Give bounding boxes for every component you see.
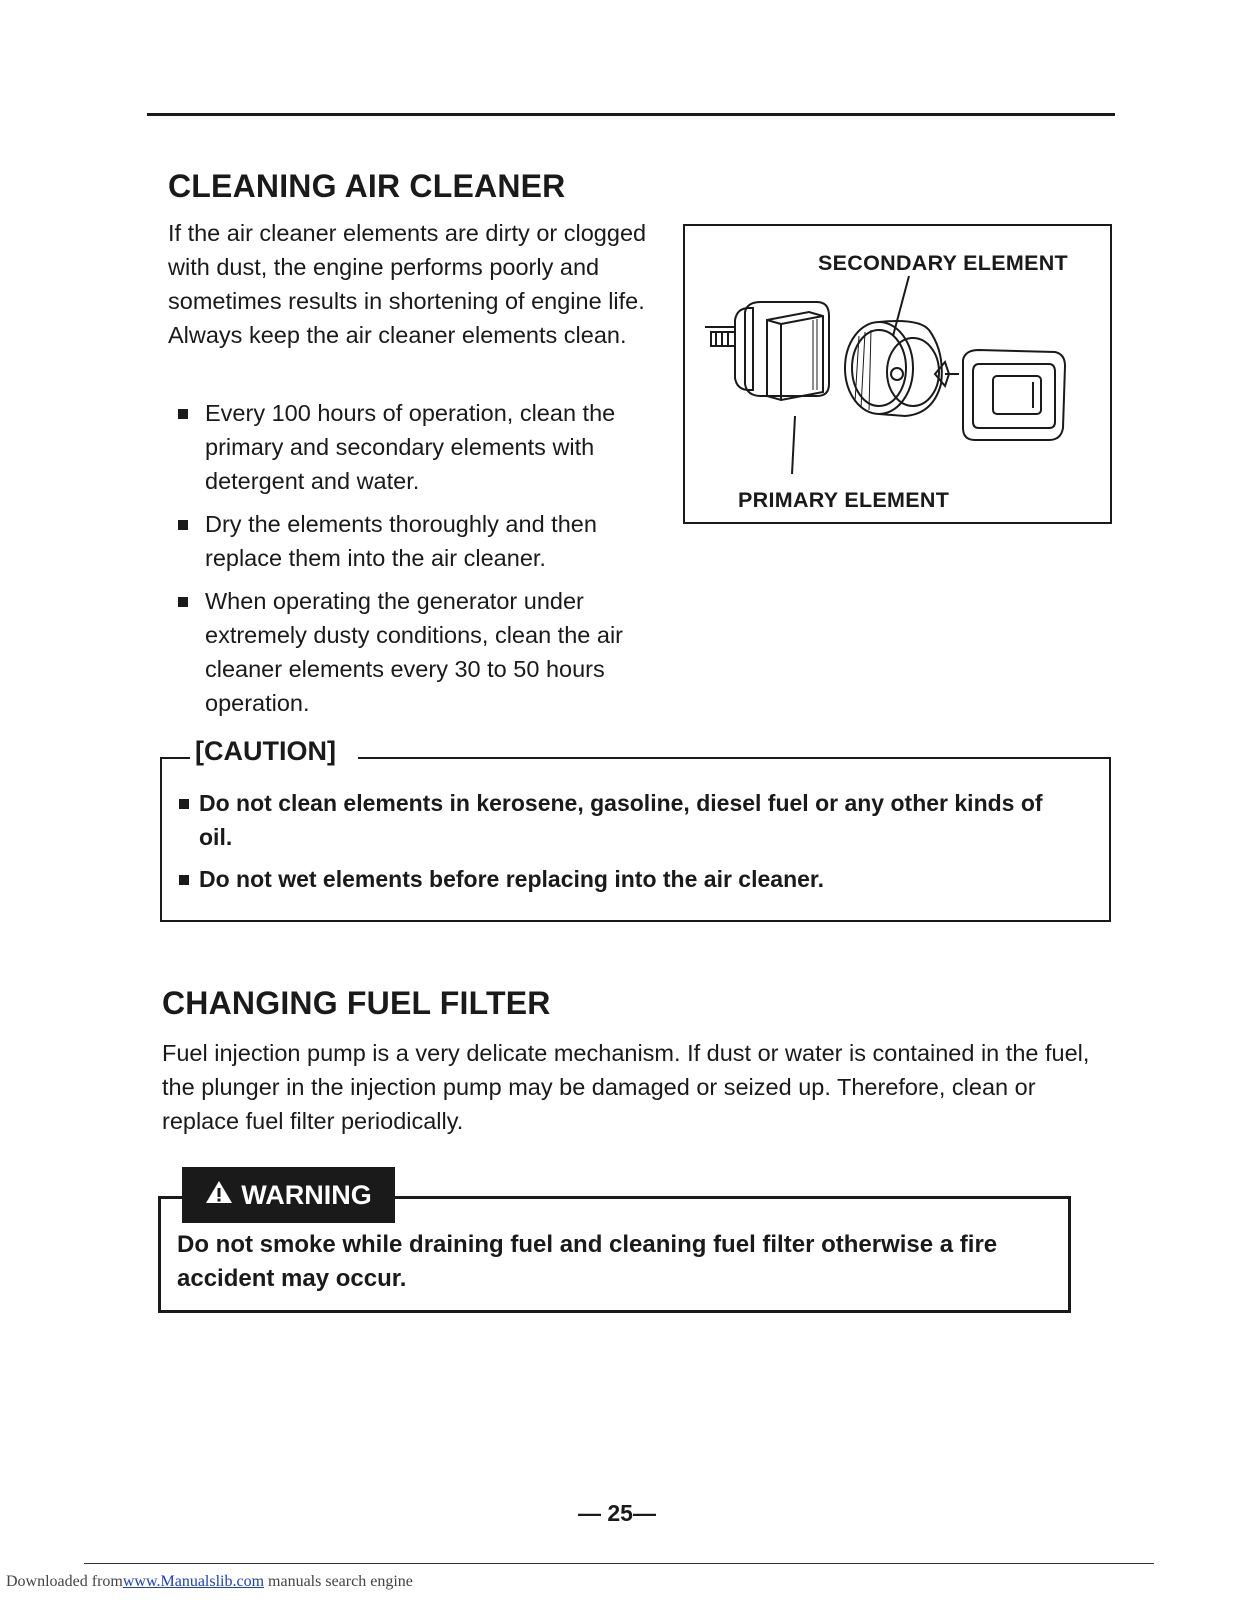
warning-text: Do not smoke while draining fuel and cleaning fuel filter otherwise a fire accident may occur.: [177, 1231, 998, 1292]
section-title-changing-fuel-filter: CHANGING FUEL FILTER: [162, 985, 551, 1021]
list-item: Do not wet elements before replacing into the air cleaner.: [177, 862, 1077, 896]
warning-label: [182, 1167, 395, 1223]
warning-label-text: WARNING: [241, 1179, 372, 1210]
fuel-filter-paragraph: Fuel injection pump is a very delicate mechanism. If dust or water is contained in the fuel, the plunger in the injection pump may be damaged or seized up. Therefore, clean or replace fuel filter periodically.: [162, 1040, 1090, 1134]
maintenance-list: [175, 396, 640, 729]
top-rule: [147, 113, 1115, 116]
caution-list: [177, 786, 1077, 904]
secondary-element-label: SECONDARY ELEMENT: [818, 251, 1068, 275]
air-cleaner-illustration: [683, 224, 1112, 524]
warning-triangle-icon: [205, 1179, 233, 1212]
footer-rule: [84, 1563, 1154, 1564]
footer-prefix: Downloaded from: [6, 1573, 123, 1590]
list-item: When operating the generator under extremely dusty conditions, clean the air cleaner elements every 30 to 50 hours operation.: [175, 584, 640, 720]
footer-suffix: manuals search engine: [264, 1573, 413, 1590]
list-item: Do not clean elements in kerosene, gasoline, diesel fuel or any other kinds of oil.: [177, 786, 1077, 854]
manualslib-link[interactable]: www.Manualslib.com: [122, 1573, 265, 1590]
intro-paragraph: If the air cleaner elements are dirty or clogged with dust, the engine performs poorly and sometimes results in shortening of engine life. Always keep the air cleaner elements clean.: [168, 220, 647, 348]
primary-element-label: PRIMARY ELEMENT: [738, 488, 950, 512]
page-number: — 25—: [578, 1500, 656, 1526]
list-item: Dry the elements thoroughly and then replace them into the air cleaner.: [175, 507, 640, 575]
footer: [6, 1573, 413, 1591]
list-item: Every 100 hours of operation, clean the primary and secondary elements with detergent and water.: [175, 396, 640, 498]
section-title-cleaning-air-cleaner: CLEANING AIR CLEANER: [168, 168, 566, 204]
caution-title: [CAUTION]: [191, 736, 340, 767]
